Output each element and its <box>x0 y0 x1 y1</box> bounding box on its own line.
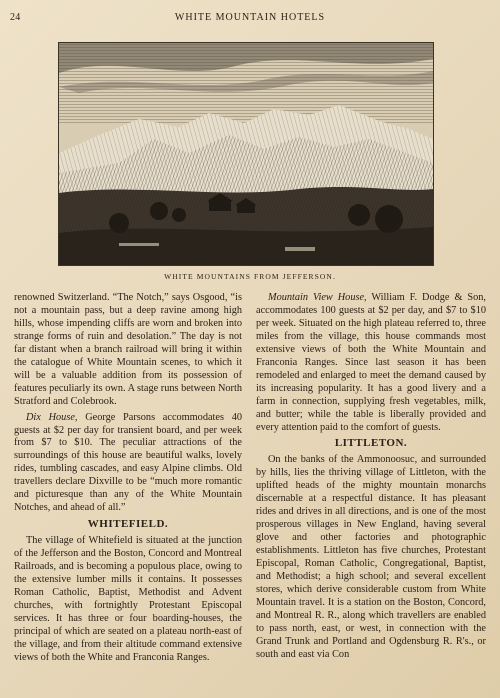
mountain-landscape-engraving <box>59 43 433 265</box>
illustration-caption: WHITE MOUNTAINS FROM JEFFERSON. <box>164 272 336 281</box>
paragraph-whitefield: The village of Whitefield is situated at the junction of the Jefferson and the Boston, Concord and Montreal Railroads, and is becoming a populous place, owing to the extensive lumber mills it contains. It possesses Roman Catholic, Baptist, Methodist and Advent churches, with fortnightly Protestant Episcopal services. It has three or four boarding-houses, the principal of which are seated on a plateau north-east of the village, and from their altitude command extensive views of both the White and Franconia Ranges. <box>14 535 242 663</box>
left-column <box>14 292 242 668</box>
right-column <box>256 292 486 665</box>
running-head: WHITE MOUNTAIN HOTELS <box>174 12 326 23</box>
paragraph-mountain-view-house <box>256 292 486 434</box>
page-header <box>0 12 500 28</box>
mountain-view-house-name: Mountain View House, <box>268 292 367 303</box>
paragraph-dix-house <box>14 412 242 516</box>
heading-littleton: LITTLETON. <box>334 437 408 450</box>
paragraph-littleton: On the banks of the Ammonoosuc, and surrounded by hills, lies the thriving village of Littleton, with the uplifted heads of the mighty mountain monarchs discernable at a respectful distance. It has pleasant rides and drives in all directions, and is one of the most prosperous villages in New England, having several glove and other factories and photographic establishments. Littleton has five churches, Protestant Episcopal, Roman Catholic, Congregational, Baptist, and Methodist; a high school; and several excellent stores, which derive considerable custom from White Mountain travel. It is a station on the Boston, Concord, and Montreal R. R., along which travellers are enabled to pass north, east, or west, in connection with the Grand Trunk and Portland and Ogdensburg R. R's., or south and east via Con <box>256 454 486 660</box>
page-number: 24 <box>10 12 21 23</box>
paragraph-notch: renowned Switzerland. “The Notch,” says Osgood, “is not a mountain pass, but a deep ravine among high hills, whose impending cliffs are worn and broken into strange forms of ruin and desolation.” The day is not far distant when a branch railroad will bring it within the catalogue of White Mountain scenes, to which it will be a valuable addition from its possession of features peculiarly its own. A stage runs between North Stratford and Colebrook. <box>14 292 242 407</box>
mountain-view-house-text: William F. Dodge & Son, accommodates 100 guests at $2 per day, and $7 to $10 per week. Situated on the high plateau referred to, three miles from the village, this house commands most extensive views of both the White Mountain and Franconia Ranges. Since last season it has been remodeled and enlarged to meet the demand caused by its increasing popularity. It has a good livery and a farm in connection, supplying fresh vegetables, milk, and butter; while the table is liberally provided and every attention paid to the comfort of guests. <box>256 292 486 433</box>
heading-whitefield: WHITEFIELD. <box>87 518 169 531</box>
engraving-illustration <box>58 42 434 266</box>
dix-house-text: George Parsons accommodates 40 guests at $2 per day for transient board, and per week from $7 to $10. The peculiar attractions of the surroundings of this house are beautiful walks, lovely rides, tumbling cascades, and easy Alpine climbs. Old travellers declare Dixville to be “much more romantic and picturesque than any of the White Mountain Notches, and ahead of all.” <box>14 411 243 514</box>
dix-house-name: Dix House, <box>26 411 78 423</box>
